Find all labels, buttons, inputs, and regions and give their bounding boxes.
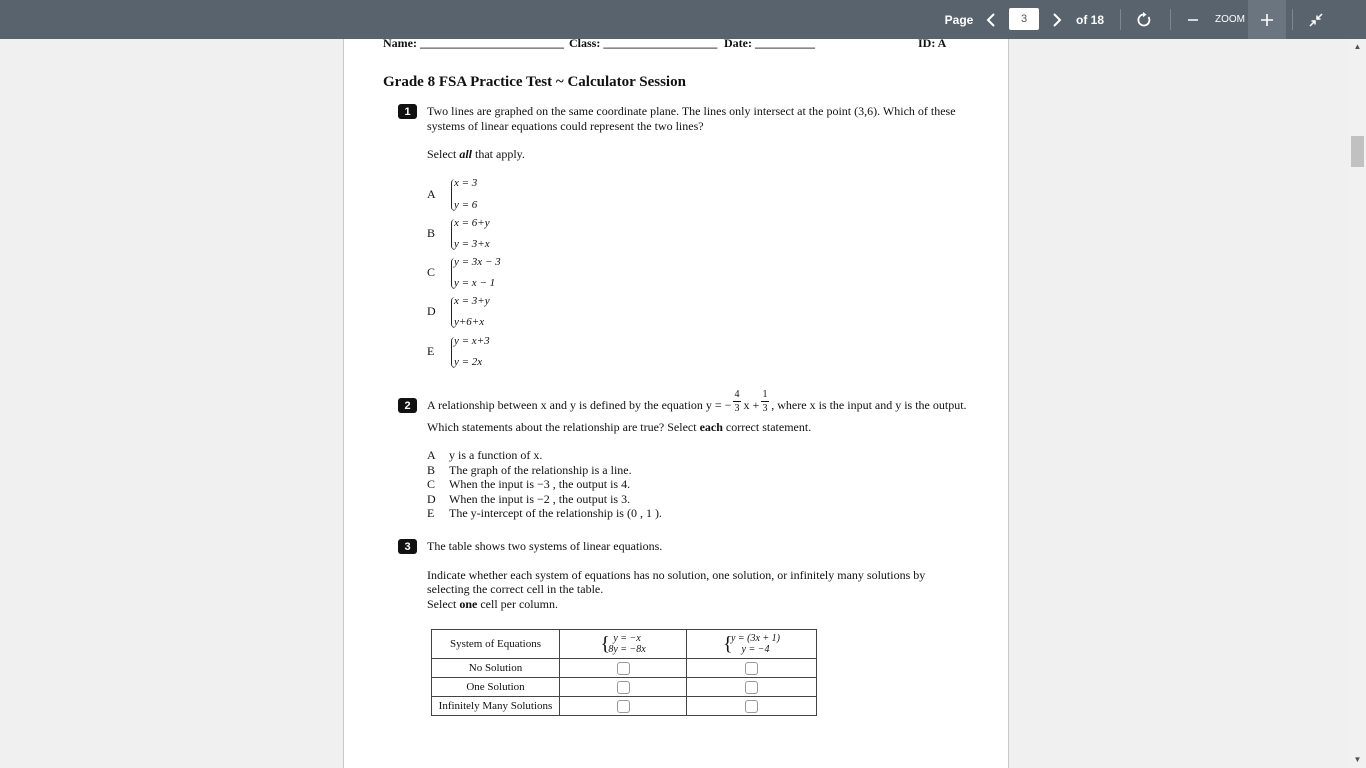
answer-cell[interactable] — [560, 697, 687, 716]
question-instruction: Select one cell per column. — [427, 597, 558, 611]
table-row — [432, 697, 817, 716]
row-label: No Solution — [432, 659, 560, 678]
question-text: A relationship between x and y is defined by the equation y = − x + , where x is the input and y is the output. — [427, 398, 967, 412]
prev-page-button[interactable] — [980, 0, 1002, 39]
question-number: 1 — [398, 104, 417, 119]
question-text: Indicate whether each system of equations has no solution, one solution, or infinitely many solutions by — [427, 568, 926, 582]
checkbox[interactable] — [745, 662, 758, 675]
fraction-numerator: 1 — [762, 389, 768, 400]
equation: y = 3+x — [454, 238, 490, 250]
scrollbar-thumb[interactable] — [1351, 136, 1364, 167]
option-text: y is a function of x. — [449, 448, 543, 462]
row-label: One Solution — [432, 678, 560, 697]
equation: y = x+3 — [454, 335, 490, 347]
equation: x = 3+y — [454, 295, 490, 307]
question-text: Two lines are graphed on the same coordinate plane. The lines only intersect at the point (3,6). Which of these — [427, 104, 956, 118]
question-text: systems of linear equations could represent the two lines? — [427, 119, 704, 133]
pdf-toolbar — [0, 0, 1366, 39]
separator — [1170, 9, 1171, 30]
fraction-bar — [761, 401, 769, 402]
zoom-label: ZOOM — [1215, 14, 1245, 25]
page-number-input[interactable] — [1009, 8, 1039, 30]
checkbox[interactable] — [617, 700, 630, 713]
equation: y = x − 1 — [454, 277, 496, 289]
option-letter: C — [427, 265, 436, 279]
option-letter: C — [427, 477, 436, 491]
question-instruction: Select all that apply. — [427, 147, 525, 161]
system-2: { y = (3x + 1) y = −4 — [687, 630, 817, 659]
equation: y = 3x − 3 — [454, 256, 501, 268]
page-title: Grade 8 FSA Practice Test ~ Calculator Session — [383, 74, 686, 90]
separator — [1292, 9, 1293, 30]
option-letter: E — [427, 344, 435, 358]
option-letter: D — [427, 492, 436, 506]
class-field: Class: ___________________ — [569, 39, 718, 50]
date-field: Date: __________ — [724, 39, 815, 50]
table-row — [432, 659, 817, 678]
answer-cell[interactable] — [687, 678, 817, 697]
answer-cell[interactable] — [687, 697, 817, 716]
document-page — [343, 39, 1009, 768]
page-count: of 18 — [1075, 12, 1104, 27]
option-text: The y-intercept of the relationship is (0 , 1 ). — [449, 506, 662, 520]
row-label: Infinitely Many Solutions — [432, 697, 560, 716]
question-instruction: Which statements about the relationship are true? Select each correct statement. — [427, 420, 812, 434]
separator — [1120, 9, 1121, 30]
fraction-denominator: 3 — [734, 403, 740, 414]
zoom-out-button[interactable] — [1182, 0, 1204, 39]
id-field: ID: A — [918, 39, 947, 50]
fraction-bar — [733, 401, 741, 402]
question-number: 2 — [398, 398, 417, 413]
option-text: When the input is −2 , the output is 3. — [449, 492, 631, 506]
minus-icon — [1187, 14, 1199, 26]
scroll-up-icon[interactable]: ▲ — [1353, 42, 1362, 51]
option-letter: B — [427, 463, 436, 477]
zoom-in-button[interactable] — [1248, 0, 1286, 39]
fraction-denominator: 3 — [762, 403, 768, 414]
option-letter: A — [427, 448, 436, 462]
system-1: { y = −x 8y = −8x — [560, 630, 687, 659]
option-letter: A — [427, 187, 436, 201]
option-text: When the input is −3 , the output is 4. — [449, 477, 631, 491]
checkbox[interactable] — [745, 681, 758, 694]
question-text: The table shows two systems of linear equations. — [427, 539, 663, 553]
rotate-button[interactable] — [1130, 0, 1158, 39]
answer-cell[interactable] — [560, 678, 687, 697]
page-label: Page — [944, 12, 974, 27]
equation: y = 6 — [454, 199, 478, 211]
answer-cell[interactable] — [560, 659, 687, 678]
equation: x = 6+y — [454, 217, 490, 229]
equation: x = 3 — [454, 177, 478, 189]
checkbox[interactable] — [745, 700, 758, 713]
table-row — [432, 678, 817, 697]
question-number: 3 — [398, 539, 417, 554]
next-page-button[interactable] — [1046, 0, 1068, 39]
name-field: Name: ________________________ — [383, 39, 564, 50]
equation: y = 2x — [454, 356, 483, 368]
exit-fullscreen-button[interactable] — [1302, 0, 1330, 39]
question-text: selecting the correct cell in the table. — [427, 582, 604, 596]
option-letter: B — [427, 226, 436, 240]
solutions-table — [431, 629, 817, 716]
collapse-icon — [1309, 13, 1323, 27]
fraction-numerator: 4 — [734, 389, 740, 400]
option-letter: E — [427, 506, 435, 520]
chevron-right-icon — [1052, 13, 1062, 27]
option-letter: D — [427, 304, 436, 318]
scroll-down-icon[interactable]: ▼ — [1353, 755, 1362, 764]
checkbox[interactable] — [617, 662, 630, 675]
answer-cell[interactable] — [687, 659, 817, 678]
equation: y+6+x — [454, 316, 485, 328]
rotate-icon — [1136, 12, 1152, 28]
chevron-left-icon — [986, 13, 996, 27]
table-header: System of Equations — [432, 630, 560, 659]
option-text: The graph of the relationship is a line. — [449, 463, 632, 477]
checkbox[interactable] — [617, 681, 630, 694]
plus-icon — [1260, 13, 1274, 27]
